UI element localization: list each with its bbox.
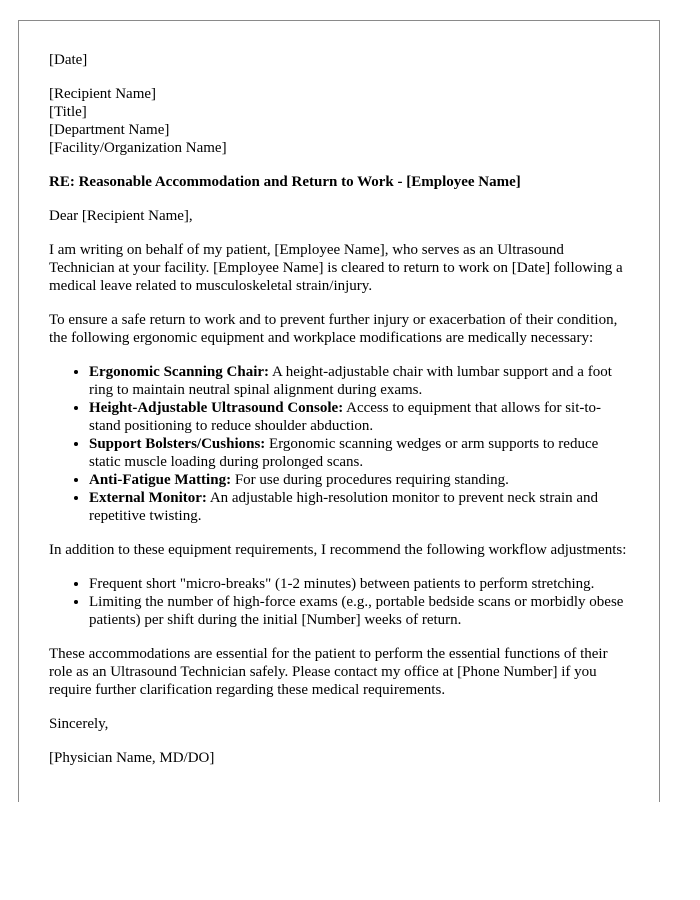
- list-item: [89, 435, 631, 471]
- recipient-department: [Department Name]: [49, 122, 170, 138]
- list-item: [89, 399, 631, 435]
- intro-paragraph: I am writing on behalf of my patient, [Employee Name], who serves as an Ultrasound Technician at your facility. [Employee Name] is cleared to return to work on [Date] following a medical leave related to musculoskeletal strain/injury.: [49, 242, 623, 294]
- list-item-text: Ergonomic scanning wedges or arm supports to reduce static muscle loading during prolonged scans.: [89, 436, 599, 470]
- recipient-organization: [Facility/Organization Name]: [49, 140, 227, 156]
- signature: [Physician Name, MD/DO]: [49, 750, 215, 766]
- equipment-intro-paragraph: To ensure a safe return to work and to prevent further injury or exacerbation of their condition, the following ergonomic equipment and workplace modifications are medically necessary:: [49, 312, 618, 346]
- list-item-text: A height-adjustable chair with lumbar support and a foot ring to maintain neutral spinal alignment during exams.: [89, 364, 612, 398]
- workflow-list: [49, 575, 631, 629]
- equipment-list: [49, 363, 631, 525]
- list-item-text: An adjustable high-resolution monitor to prevent neck strain and repetitive twisting.: [89, 490, 599, 524]
- list-item-term: Ergonomic Scanning Chair:: [89, 364, 270, 380]
- subject-line: RE: Reasonable Accommodation and Return to Work - [Employee Name]: [49, 174, 521, 190]
- list-item-term: Anti-Fatigue Matting:: [89, 472, 232, 488]
- list-item-term: Support Bolsters/Cushions:: [89, 436, 266, 452]
- list-item-term: Height-Adjustable Ultrasound Console:: [89, 400, 344, 416]
- closing: Sincerely,: [49, 716, 109, 732]
- list-item: [89, 363, 631, 399]
- letter-page: [18, 20, 660, 802]
- list-item-text: For use during procedures requiring standing.: [231, 472, 509, 488]
- list-item-term: External Monitor:: [89, 490, 207, 506]
- workflow-intro-paragraph: In addition to these equipment requirements, I recommend the following workflow adjustments:: [49, 542, 627, 558]
- list-item: [89, 489, 631, 525]
- salutation: Dear [Recipient Name],: [49, 208, 193, 224]
- recipient-address: [49, 85, 631, 157]
- list-item-text: Access to equipment that allows for sit-to-stand positioning to reduce shoulder abduction.: [89, 400, 602, 434]
- recipient-name: [Recipient Name]: [49, 86, 157, 102]
- list-item: • Frequent short "micro-breaks" (1-2 minutes) between patients to perform stretching.: [89, 575, 631, 593]
- closing-paragraph: These accommodations are essential for the patient to perform the essential functions of their role as an Ultrasound Technician safely. Please contact my office at [Phone Number] if you require further clarification regarding these medical requirements.: [49, 646, 608, 698]
- letter-date: [Date]: [49, 52, 88, 68]
- recipient-title: [Title]: [49, 104, 87, 120]
- list-item: [89, 471, 631, 489]
- list-item: • Limiting the number of high-force exams (e.g., portable bedside scans or morbidly obese patients) per shift during the initial [Number] weeks of return.: [89, 593, 631, 629]
